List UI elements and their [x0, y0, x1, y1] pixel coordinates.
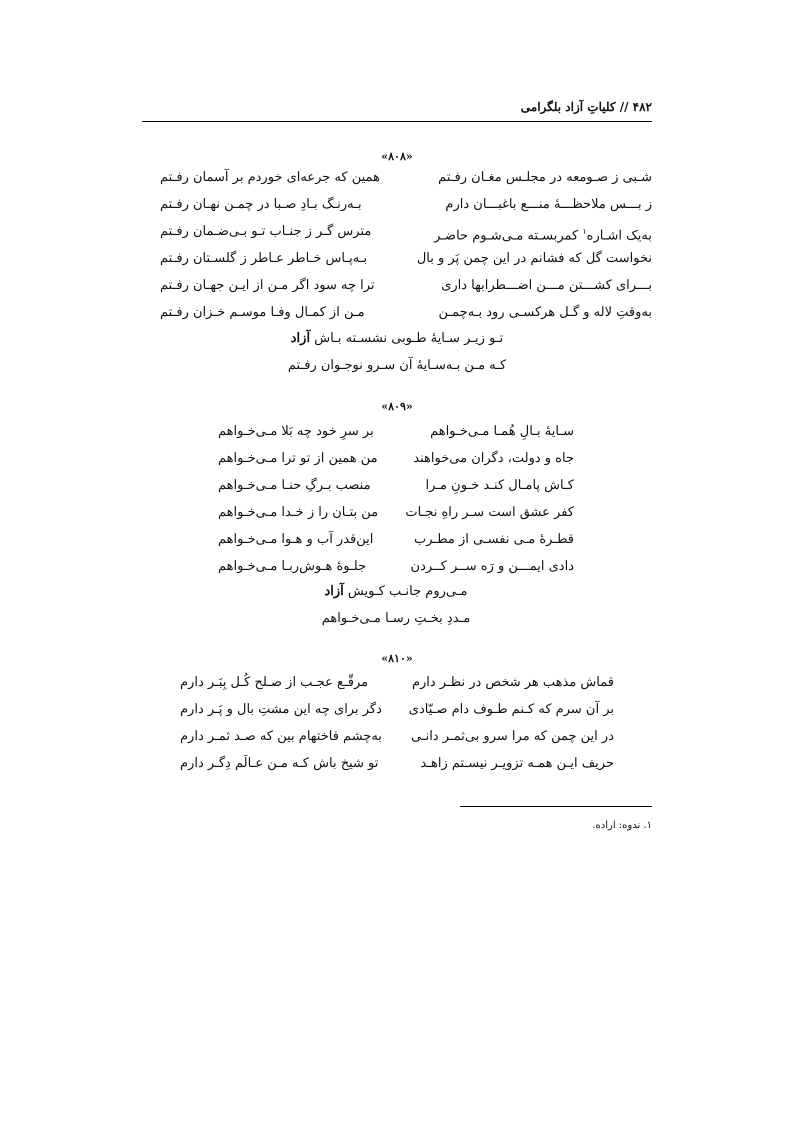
running-header: ۴۸۲ // کلیاتِ آزاد بلگرامی	[520, 100, 652, 114]
closing-line	[142, 352, 652, 379]
closing-line	[218, 605, 574, 632]
couplet	[160, 299, 652, 326]
header-divider	[142, 121, 652, 122]
footnote-divider	[460, 806, 652, 807]
hemistich-right: در این چمن که مرا سرو بی‌ثمـر دانـی	[410, 729, 614, 744]
poem-couplets	[218, 418, 574, 580]
poem-couplets	[180, 669, 614, 777]
hemistich-left: من بتـان را ز خـدا مـی‌خـواهم	[218, 505, 379, 520]
couplet	[180, 669, 614, 696]
closing-line	[218, 578, 574, 605]
hemistich-right: جاه و دولت، دگران می‌خواهند	[413, 451, 574, 466]
hemistich-left: منصب بـرگِ حنـا مـی‌خـواهم	[218, 478, 371, 493]
hemistich-right: کفر عشق است سـر راهِ نجـات	[405, 505, 574, 520]
hemistich-left: مـن از کمـال وفـا موسـم خـزان رفـتم	[160, 305, 365, 320]
hemistich-left: دگر برای چه این مشتِ بال و پَـر دارم	[180, 702, 382, 717]
hemistich-right: حریف ایـن همـه تزویـر نیسـتم زاهـد	[420, 756, 614, 771]
couplet	[180, 696, 614, 723]
hemistich-right: بـــرای کشـــتن مـــن اضـــطرابها داری	[441, 278, 652, 293]
couplet	[180, 723, 614, 750]
hemistich-left: بر سرِ خود چه بَلا مـی‌خـواهم	[218, 424, 374, 439]
couplet	[218, 472, 574, 499]
couplet	[218, 445, 574, 472]
hemistich-right: قماش مذهب هر شخص در نظـر دارم	[411, 675, 614, 690]
poem-number: «۸۰۸»	[381, 150, 413, 163]
poem-couplets	[160, 164, 652, 326]
couplet	[218, 526, 574, 553]
couplet	[180, 750, 614, 777]
hemistich-left: تو شیخ باش کـه مـن عـالَم دِگـر دارم	[180, 756, 379, 771]
hemistich-right: ز بـــس ملاحظـــهٔ منـــع باغبـــان دارم	[445, 197, 652, 212]
couplet	[160, 191, 652, 218]
footnote-marker: ۱	[582, 227, 587, 236]
closing-line	[142, 325, 652, 352]
couplet	[160, 164, 652, 191]
couplet	[160, 245, 652, 272]
couplet	[218, 553, 574, 580]
couplet	[218, 499, 574, 526]
poem-number: «۸۱۰»	[381, 652, 413, 665]
hemistich-right: نخواست گل که فشانم در این چمن پَر و بال	[416, 251, 652, 266]
hemistich-text: کمربسـته مـی‌شـوم حاضـر	[434, 228, 583, 244]
hemistich-right: قطـرهٔ مـی نفسـی از مطـرب	[414, 532, 574, 547]
closing-text: تـو زیـر سـایهٔ طـوبی نشسـته بـاش	[310, 331, 504, 346]
hemistich-right: بر آن سرم که کـنم طـوف دام صـیّادی	[408, 702, 614, 717]
pen-name: آزاد	[324, 584, 344, 599]
closing-text: مـی‌روم جانـب کـویش	[343, 584, 468, 599]
hemistich-left: بـه‌رنـگ بـادِ صـبا در چمـن نهـان رفـتم	[160, 197, 362, 212]
hemistich-text: به‌یک اشـاره	[586, 228, 652, 244]
hemistich-left: بـه‌پـاس خـاطر عـاطر ز گلسـتان رفـتم	[160, 251, 368, 266]
poem-number: «۸۰۹»	[381, 400, 413, 413]
hemistich-left: همین که جرعه‌ای خوردم بر آسمان رفـتم	[160, 170, 380, 185]
hemistich-right: کـاش پامـال کنـد خـونِ مـرا	[425, 478, 574, 493]
hemistich-left: مرقّـع عجـب از صـلح کُـل بِبَـر دارم	[180, 675, 369, 690]
footnote: ۱. ندوه: اراده.	[592, 820, 652, 831]
couplet	[160, 218, 652, 245]
hemistich-left: ترا چه سود اگر مـن از ایـن جهـان رفـتم	[160, 278, 375, 293]
closing-text: مـددِ بخـتِ رسـا مـی‌خـواهم	[321, 611, 471, 626]
hemistich-left: جلـوهٔ هـوش‌ربـا مـی‌خـواهم	[218, 559, 367, 574]
hemistich-right: سـایهٔ بـالِ هُمـا مـی‌خـواهم	[430, 424, 574, 439]
closing-text: کـه مـن بـه‌سـایهٔ آن سـرو نوجـوان رفـتم	[287, 358, 507, 373]
hemistich-left: من همین از تو ترا مـی‌خـواهم	[218, 451, 378, 466]
hemistich-right: شـبی ز صـومعه در مجلـس مغـان رفـتم	[438, 170, 652, 185]
hemistich-right: دادی ایمـــن و رَه ســر کــردن	[410, 559, 574, 574]
pen-name: آزاد	[290, 331, 311, 346]
hemistich-left: این‌قدر آب و هـوا مـی‌خـواهم	[218, 532, 374, 547]
hemistich-right: به‌وقتِ لاله و گـل هرکسـی رود بـه‌چمـن	[438, 305, 652, 320]
couplet	[218, 418, 574, 445]
hemistich-right	[434, 218, 652, 245]
couplet	[160, 272, 652, 299]
hemistich-left: به‌چشم فاختهام بین که صـد ثمـر دارم	[180, 729, 382, 744]
hemistich-left: مترس گـر ز جنـاب تـو بـی‌ضـمان رفـتم	[160, 224, 372, 239]
